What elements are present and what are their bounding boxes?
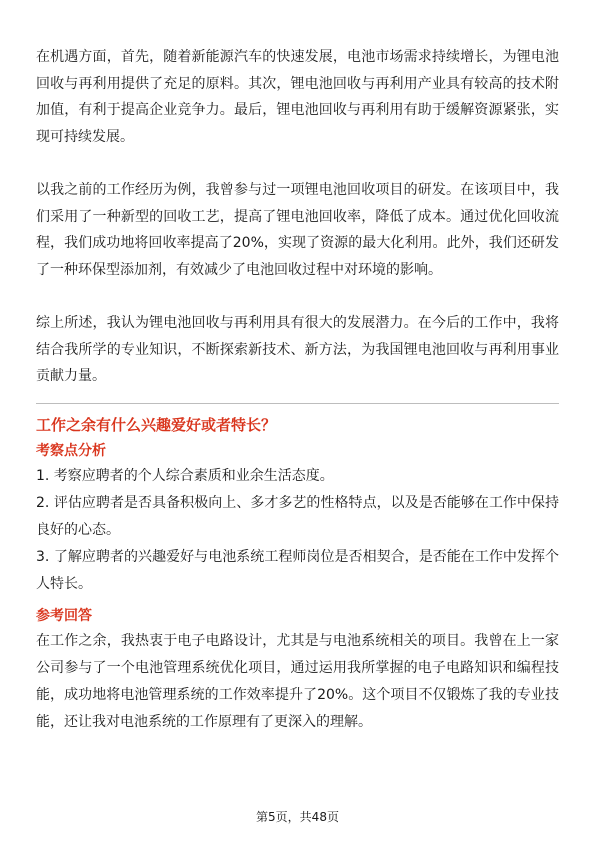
- body-paragraph-opportunities: 在机遇方面，首先，随着新能源汽车的快速发展，电池市场需求持续增长，为锂电池回收与再利用提供了充足的原料。其次，锂电池回收与再利用产业具有较高的技术附加值，有利于提高企业竞争力。最后，锂电池回收与再利用有助于缓解资源紧张，实现可持续发展。: [36, 49, 559, 145]
- answer-paragraph: 在工作之余，我热衷于电子电路设计，尤其是与电池系统相关的项目。我曾在上一家公司参与了一个电池管理系统优化项目，通过运用我所掌握的电子电路知识和编程技能，成功地将电池管理系统的工作效率提升了20%。这个项目不仅锻炼了我的专业技能，还让我对电池系统的工作原理有了更深入的理解。: [36, 632, 559, 731]
- analysis-point-3: 3. 了解应聘者的兴趣爱好与电池系统工程师岗位是否相契合，是否能在工作中发挥个人特长。: [36, 548, 559, 592]
- analysis-point-2: 2. 评估应聘者是否具备积极向上、多才多艺的性格特点，以及是否能够在工作中保持良好的心态。: [36, 494, 559, 538]
- question-heading: 工作之余有什么兴趣爱好或者特长？: [36, 415, 277, 434]
- analysis-point-1: 1. 考察应聘者的个人综合素质和业余生活态度。: [36, 467, 334, 484]
- body-paragraph-experience: 以我之前的工作经历为例，我曾参与过一项锂电池回收项目的研发。在该项目中，我们采用了一种新型的回收工艺，提高了锂电池回收率，降低了成本。通过优化回收流程，我们成功地将回收率提高了20%，实现了资源的最大化利用。此外，我们还研发了一种环保型添加剂，有效减少了电池回收过程中对环境的影响。: [36, 182, 559, 278]
- body-paragraph-summary: 综上所述，我认为锂电池回收与再利用具有很大的发展潜力。在今后的工作中，我将结合我所学的专业知识，不断探索新技术、新方法，为我国锂电池回收与再利用事业贡献力量。: [36, 315, 559, 384]
- answer-heading: 参考回答: [36, 607, 92, 624]
- page-number: 第5页，共48页: [256, 810, 339, 824]
- analysis-heading: 考察点分析: [36, 442, 106, 459]
- document-page: [36, 44, 559, 737]
- section-divider: [36, 403, 559, 404]
